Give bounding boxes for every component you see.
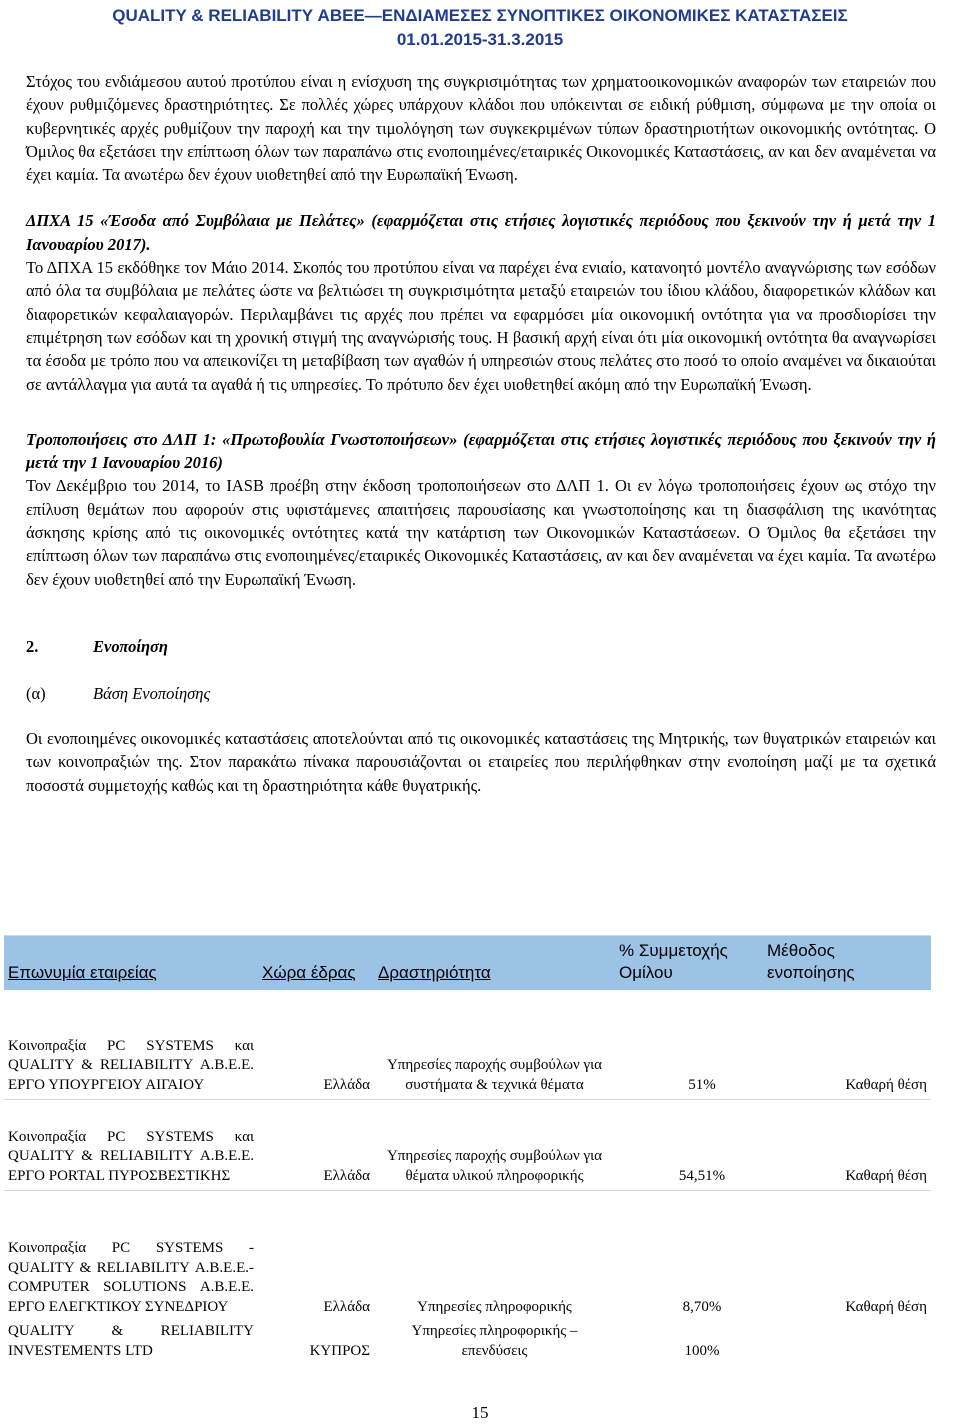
table-header-row — [4, 936, 931, 991]
cell-percent: 8,70% — [615, 1191, 763, 1322]
col-header-percent: % Συμμετοχής Ομίλου — [615, 936, 763, 991]
col-header-name: Επωνυμία εταιρείας — [4, 936, 258, 991]
cell-country: Ελλάδα — [258, 1191, 374, 1322]
ias1-title — [26, 428, 936, 475]
header-period: 01.01.2015-31.3.2015 — [396, 30, 564, 49]
cell-country: Ελλάδα — [258, 1100, 374, 1191]
cell-percent: 100% — [684, 1342, 720, 1359]
cell-activity: Υπηρεσίες πληροφορικής — [374, 1191, 615, 1322]
col-header-country: Χώρα έδρας — [258, 936, 374, 991]
section-2-title: Ενοποίηση — [93, 636, 168, 656]
ias1-body: Τον Δεκέμβριο του 2014, το IASB προέβη στην έκδοση τροποποιήσεων στο ΔΛΠ 1. Οι εν λόγω τροποποιήσεις έχουν ως στόχο την επίλυση θεμάτων που αφορούν στις υφιστάμενες απαιτήσεις παρουσίασης και γνωστοποίησης και τη διασφάλιση της ικανότητας άσκησης κρίσης από τις οικονομικές οντότητες κατά την κατάρτιση των Οικονομικών Καταστάσεων. Ο Όμιλος θα εξετάσει την επίπτωση όλων των παραπάνω στις ενοποιημένες/εταιρικές Οικονομικές Καταστάσεις, αν και δεν αναμένεται να έχει καμία. Τα ανωτέρω δεν έχουν υιοθετηθεί από την Ευρωπαϊκή Ένωση. — [26, 476, 936, 589]
cell-method: Καθαρή θέση — [763, 1191, 931, 1322]
subsection-a-label: (α) — [26, 683, 46, 703]
col-header-activity: Δραστηριότητα — [374, 936, 615, 991]
cell-percent: 51% — [688, 1076, 716, 1093]
cell-name: Κοινοπραξία PC SYSTEMS και QUALITY & RELIABILITY Α.Β.Ε.Ε. ΕΡΓΟ ΥΠΟΥΡΓΕΙΟΥ ΑΙΓΑΙΟΥ — [8, 1037, 254, 1093]
page-number: 15 — [471, 1403, 489, 1422]
subsection-a-title: Βάση Ενοποίησης — [93, 683, 211, 703]
ias1-title-main: Τροποποιήσεις στο ΔΛΠ 1: «Πρωτοβουλία Γνωστοποιήσεων» — [26, 429, 458, 449]
cell-percent: 54,51% — [615, 1100, 763, 1191]
cell-method: Καθαρή θέση — [763, 1100, 931, 1191]
document-body — [26, 70, 936, 797]
ifrs15-title-main: ΔΠΧΑ 15 «Έσοδα από Συμβόλαια με Πελάτες» — [26, 211, 365, 231]
table-row — [4, 1321, 931, 1365]
cell-country: Ελλάδα — [323, 1076, 370, 1093]
consolidation-body: Οι ενοποιημένες οικονομικές καταστάσεις αποτελούνται από τις οικονομικές καταστάσεις της Μητρικής, των θυγατρικών εταιρειών και των κοινοπραξιών της. Στον παρακάτω πίνακα παρουσιάζονται οι εταιρείες που περιλήφθηκαν στην ενοποίηση μαζί με τα σχετικά ποσοστά συμμετοχής καθώς και τη δραστηριότητα κάθε θυγατρικής. — [26, 728, 936, 795]
subsection-a-heading — [26, 682, 936, 706]
cell-method: Καθαρή θέση — [845, 1076, 927, 1093]
consolidated-companies-table — [4, 935, 931, 1365]
cell-activity: Υπηρεσίες παροχής συμβούλων για συστήματα & τεχνικά θέματα — [386, 1057, 603, 1093]
cell-activity: Υπηρεσίες πληροφορικής – επενδύσεις — [411, 1323, 578, 1359]
ifrs15-title — [26, 209, 936, 256]
header-title: QUALITY & RELIABILITY ΑΒΕΕ—ΕΝΔΙΑΜΕΣΕΣ ΣΥΝΟΠΤΙΚΕΣ ΟΙΚΟΝΟΜΙΚΕΣ ΚΑΤΑΣΤΑΣΕΙΣ — [112, 6, 848, 25]
cell-method — [763, 1321, 931, 1365]
document-header — [0, 4, 960, 52]
cell-name: QUALITY & RELIABILITY INVESTEMENTS LTD — [8, 1323, 254, 1359]
section-2-number: 2. — [26, 636, 39, 656]
table-row — [4, 990, 931, 1100]
table-row — [4, 1100, 931, 1191]
cell-activity: Υπηρεσίες παροχής συμβούλων για θέματα υλικού πληροφορικής — [374, 1100, 615, 1191]
paragraph-regulated-activities: Στόχος του ενδιάμεσου αυτού προτύπου είναι η ενίσχυση της συγκρισιμότητας των χρηματοοικονομικών αναφορών των εταιρειών που έχουν ρυθμιζόμενες δραστηριότητες. Σε πολλές χώρες υπάρχουν κλάδοι που υπόκεινται σε ειδική ρύθμιση, σύμφωνα με την οποία οι κυβερνητικές αρχές ρυθμίζουν την παροχή και την τιμολόγηση των συγκεκριμένων τύπων δραστηριοτήτων οικονομικής οντότητας. Ο Όμιλος θα εξετάσει την επίπτωση όλων των παραπάνω στις ενοποιημένες/εταιρικές Οικονομικές Καταστάσεις, αν και δεν αναμένεται να έχει καμία. Τα ανωτέρω δεν έχουν υιοθετηθεί από την Ευρωπαϊκή Ένωση. — [26, 72, 936, 185]
ias1-title-effective: (εφαρμόζεται στις ετήσιες λογιστικές περιόδους που ξεκινούν την ή μετά την 1 Ιανουαρίου 2016) — [26, 429, 936, 473]
ifrs15-title-effective: (εφαρμόζεται στις ετήσιες λογιστικές περιόδους που ξεκινούν την ή μετά την 1 Ιανουαρίου 2017). — [26, 211, 936, 254]
col-header-method: Μέθοδος ενοποίησης — [763, 936, 931, 991]
section-2-heading — [26, 635, 936, 659]
table-row — [4, 1191, 931, 1322]
ifrs15-body: Το ΔΠΧΑ 15 εκδόθηκε τον Μάιο 2014. Σκοπός του προτύπου είναι να παρέχει ένα ενιαίο, κατανοητό μοντέλο αναγνώρισης των εσόδων από όλα τα συμβόλαια με πελάτες ώστε να βελτιώσει τη συγκρισιμότητα μεταξύ εταιρειών του ίδιου κλάδου, διαφορετικών κλάδων και διαφορετικών κεφαλαιαγορών. Περιλαμβάνει τις αρχές που πρέπει να εφαρμόσει μία οικονομική οντότητα για να προσδιορίσει την επιμέτρηση των εσόδων και τη χρονική στιγμή της αναγνώρισής τους. Η βασική αρχή είναι ότι μία οικονομική οντότητα θα αναγνωρίσει τα έσοδα με τρόπο που να απεικονίζει τη μεταβίβαση των αγαθών ή υπηρεσιών στους πελάτες στο ποσό το οποίο αναμένει να δικαιούται σε αντάλλαγμα για αυτά τα αγαθά ή τις υπηρεσίες. Το πρότυπο δεν έχει υιοθετηθεί ακόμη από την Ευρωπαϊκή Ένωση. — [26, 258, 936, 394]
cell-name: Κοινοπραξία PC SYSTEMS - QUALITY & RELIABILITY Α.Β.Ε.Ε.-COMPUTER SOLUTIONS Α.Β.Ε.Ε. ΕΡΓΟ ΕΛΕΓΚΤΙΚΟΥ ΣΥΝΕΔΡΙΟΥ — [4, 1191, 258, 1322]
cell-country: ΚΥΠΡΟΣ — [309, 1342, 370, 1359]
cell-name: Κοινοπραξία PC SYSTEMS και QUALITY & RELIABILITY Α.Β.Ε.Ε. ΕΡΓΟ PORTAL ΠΥΡΟΣΒΕΣΤΙΚΗΣ — [4, 1100, 258, 1191]
